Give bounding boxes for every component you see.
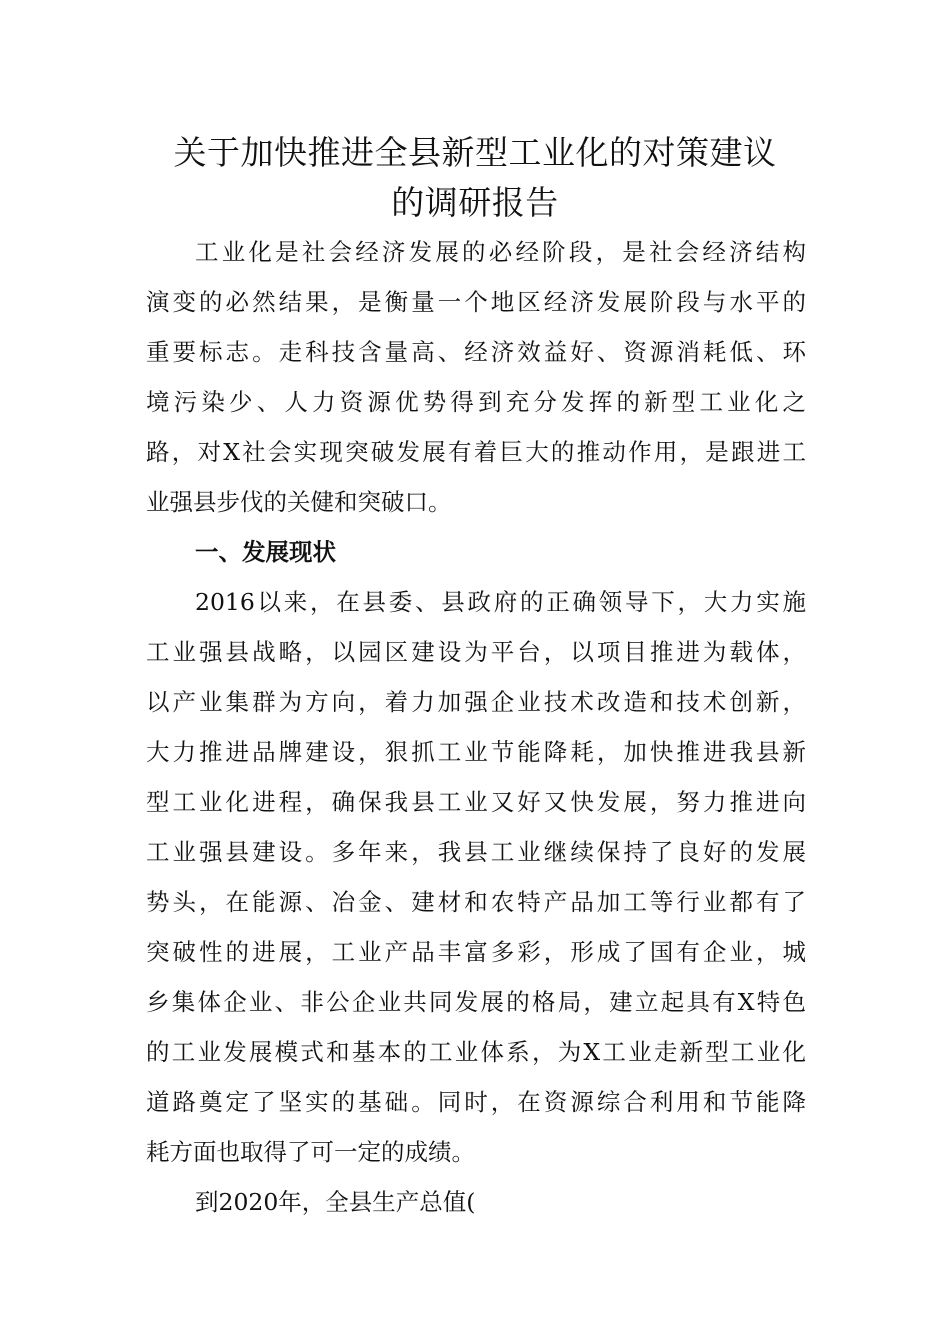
intro-paragraph-line: 工业化是社会经济发展的必经阶段，是社会经济结构 bbox=[195, 238, 806, 266]
intro-paragraph-line: 重要标志。走科技含量高、经济效益好、资源消耗低、环 bbox=[146, 338, 806, 366]
intro-paragraph-line: 境污染少、人力资源优势得到充分发挥的新型工业化之 bbox=[146, 388, 806, 416]
section-heading: 一、发展现状 bbox=[195, 538, 336, 566]
section-paragraph-line: 的工业发展模式和基本的工业体系，为X工业走新型工业化 bbox=[146, 1038, 806, 1066]
section-paragraph-line: 工业强县战略，以园区建设为平台，以项目推进为载体， bbox=[146, 638, 806, 666]
section-paragraph-line: 工业强县建设。多年来，我县工业继续保持了良好的发展 bbox=[146, 838, 806, 866]
intro-paragraph-line: 演变的必然结果，是衡量一个地区经济发展阶段与水平的 bbox=[146, 288, 806, 316]
section-paragraph-line: 以产业集群为方向，着力加强企业技术改造和技术创新， bbox=[146, 688, 806, 716]
section-paragraph-line: 突破性的进展，工业产品丰富多彩，形成了国有企业，城 bbox=[146, 938, 806, 966]
section-paragraph-line: 大力推进品牌建设，狠抓工业节能降耗，加快推进我县新 bbox=[146, 738, 806, 766]
section-paragraph-line: 2016以来，在县委、县政府的正确领导下，大力实施 bbox=[195, 588, 806, 616]
intro-paragraph-line: 路，对X社会实现突破发展有着巨大的推动作用，是跟进工 bbox=[146, 438, 806, 466]
section-paragraph-line: 势头，在能源、冶金、建材和农特产品加工等行业都有了 bbox=[146, 888, 806, 916]
section-paragraph-line: 乡集体企业、非公企业共同发展的格局，建立起具有X特色 bbox=[146, 988, 806, 1016]
intro-paragraph-line: 业强县步伐的关健和突破口。 bbox=[146, 488, 452, 516]
paragraph-line: 到2020年，全县生产总值( bbox=[195, 1188, 476, 1216]
section-paragraph-line: 道路奠定了坚实的基础。同时，在资源综合利用和节能降 bbox=[146, 1088, 806, 1116]
document-title-line-1: 关于加快推进全县新型工业化的对策建议 bbox=[173, 133, 777, 172]
section-paragraph-line: 型工业化进程，确保我县工业又好又快发展，努力推进向 bbox=[146, 788, 806, 816]
section-paragraph-line: 耗方面也取得了可一定的成绩。 bbox=[146, 1138, 475, 1166]
document-title-line-2: 的调研报告 bbox=[391, 183, 559, 222]
